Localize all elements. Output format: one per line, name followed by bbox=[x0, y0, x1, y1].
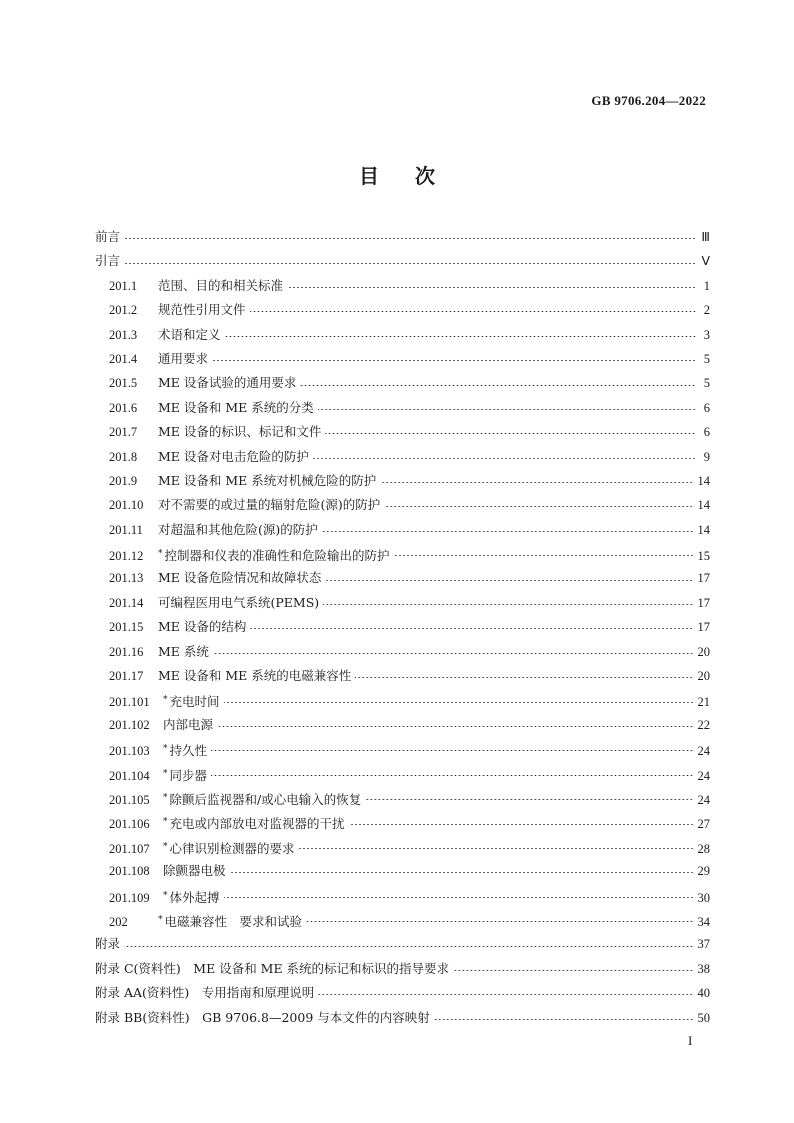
toc-entry[interactable] bbox=[95, 225, 710, 249]
toc-entry-page: 2 bbox=[703, 303, 710, 318]
dot-leader bbox=[325, 580, 693, 581]
asterisk-mark: * bbox=[158, 914, 163, 925]
toc-entry-number: 201.1 bbox=[109, 278, 138, 293]
toc-entry[interactable] bbox=[95, 762, 710, 786]
toc-entry[interactable] bbox=[95, 274, 710, 298]
toc-entry-label bbox=[163, 762, 207, 788]
toc-entry-number: 202 bbox=[109, 914, 128, 929]
toc-entry-number: 201.108 bbox=[109, 864, 150, 879]
dot-leader bbox=[287, 287, 696, 288]
toc-entry-number: 201.9 bbox=[109, 473, 138, 488]
toc-entry-number: 201.15 bbox=[109, 620, 144, 635]
toc-entry-text: ME 设备和 ME 系统对机械危险的防护 bbox=[158, 472, 377, 488]
toc-entry[interactable] bbox=[95, 908, 710, 932]
toc-entry-page: 6 bbox=[703, 400, 710, 415]
toc-entry-number: 201.107 bbox=[109, 841, 150, 856]
toc-entry-number: 201.109 bbox=[109, 890, 150, 905]
toc-entry-page: 24 bbox=[697, 744, 710, 759]
toc-entry-label bbox=[163, 688, 220, 714]
toc-entry[interactable] bbox=[95, 249, 710, 273]
toc-entry[interactable] bbox=[95, 542, 710, 566]
dot-leader bbox=[213, 653, 694, 654]
toc-entry-page: 14 bbox=[697, 473, 710, 488]
toc-entry-page: 3 bbox=[703, 327, 710, 342]
toc-entry-text: 充电或内部放电对监视器的干扰 bbox=[169, 816, 345, 832]
dot-leader bbox=[124, 946, 693, 947]
toc-entry[interactable] bbox=[95, 396, 710, 420]
toc-entry-label bbox=[158, 640, 209, 664]
page-title bbox=[0, 160, 794, 189]
toc-entry-text: 控制器和仪表的准确性和危险输出的防护 bbox=[164, 548, 390, 564]
toc-entry-label bbox=[158, 469, 376, 493]
toc-entry-page: 21 bbox=[697, 695, 710, 710]
toc-entry-page: 38 bbox=[697, 961, 710, 976]
toc-entry[interactable] bbox=[95, 493, 710, 517]
toc-entry-text: ME 设备危险情况和故障状态 bbox=[158, 570, 322, 586]
toc-entry-number: 201.103 bbox=[109, 744, 150, 759]
toc-entry-text: ME 设备试验的通用要求 bbox=[158, 375, 297, 391]
toc-entry-page: 40 bbox=[697, 986, 710, 1001]
asterisk-mark: * bbox=[163, 817, 168, 828]
dot-leader bbox=[124, 263, 696, 264]
dot-leader bbox=[299, 848, 694, 849]
toc-entry[interactable] bbox=[95, 615, 710, 639]
standard-code: GB 9706.204—2022 bbox=[591, 93, 706, 108]
toc-entry-page: 14 bbox=[697, 522, 710, 537]
toc-entry-page: 20 bbox=[697, 669, 710, 684]
toc-entry-label bbox=[95, 932, 120, 956]
toc-entry-text: 通用要求 bbox=[158, 350, 209, 366]
asterisk-mark: * bbox=[163, 768, 168, 779]
toc-entry-number: 201.11 bbox=[109, 522, 143, 537]
dot-leader bbox=[318, 409, 696, 410]
toc-entry-page: 9 bbox=[703, 449, 710, 464]
asterisk-mark: * bbox=[163, 792, 168, 803]
toc-entry[interactable] bbox=[95, 566, 710, 590]
toc-entry-number: 201.4 bbox=[109, 351, 138, 366]
toc-entry-number: 201.3 bbox=[109, 327, 138, 342]
toc-entry-page: 27 bbox=[697, 817, 710, 832]
toc-entry-label bbox=[158, 542, 390, 568]
toc-entry[interactable] bbox=[95, 640, 710, 664]
toc-entry-page: 5 bbox=[703, 351, 710, 366]
dot-leader bbox=[349, 824, 694, 825]
toc-entry-page: 17 bbox=[697, 620, 710, 635]
toc-entry-label bbox=[158, 664, 351, 688]
toc-entry-text: 除颤器电极 bbox=[163, 863, 226, 879]
toc-entry-label bbox=[163, 884, 220, 910]
toc-entry-number: 201.8 bbox=[109, 449, 138, 464]
dot-leader bbox=[230, 872, 694, 873]
dot-leader bbox=[322, 531, 694, 532]
toc-entry-number: 201.2 bbox=[109, 303, 138, 318]
toc-entry-text: 附录 AA(资料性) 专用指南和原理说明 bbox=[95, 985, 315, 1001]
dot-leader bbox=[380, 482, 693, 483]
toc-entry[interactable] bbox=[95, 420, 710, 444]
toc-entry-page: 1 bbox=[703, 278, 710, 293]
toc-entry-number: 201.106 bbox=[109, 817, 150, 832]
toc-entry-number: 201.101 bbox=[109, 695, 150, 710]
dot-leader bbox=[225, 336, 696, 337]
toc-entry-page: 5 bbox=[703, 376, 710, 391]
dot-leader bbox=[224, 702, 694, 703]
toc-entry-text: 引言 bbox=[95, 253, 121, 269]
toc-entry-label bbox=[158, 347, 208, 371]
toc-entry-text: ME 设备对电击危险的防护 bbox=[158, 448, 309, 464]
toc-entry[interactable] bbox=[95, 347, 710, 371]
toc-entry-text: 可编程医用电气系统(PEMS) bbox=[158, 594, 320, 610]
dot-leader bbox=[453, 970, 693, 971]
toc-entry-text: 同步器 bbox=[169, 767, 208, 783]
toc-entry-label bbox=[158, 566, 321, 590]
toc-entry-text: 电磁兼容性 要求和试验 bbox=[164, 913, 303, 929]
toc-entry-page: 15 bbox=[697, 549, 710, 564]
toc-entry[interactable] bbox=[95, 884, 710, 908]
toc-entry-text: 术语和定义 bbox=[158, 326, 221, 342]
toc-entry-number: 201.5 bbox=[109, 376, 138, 391]
toc-entry-label bbox=[163, 737, 207, 763]
toc-entry-label bbox=[163, 835, 295, 861]
toc-entry-number: 201.16 bbox=[109, 644, 144, 659]
toc-entry-number: 201.12 bbox=[109, 549, 144, 564]
dot-leader bbox=[212, 360, 696, 361]
toc-entry-text: ME 设备的结构 bbox=[158, 619, 247, 635]
toc-entry-label bbox=[95, 981, 314, 1005]
toc-entry-label bbox=[158, 298, 246, 322]
toc-entry-text: ME 设备和 ME 系统的电磁兼容性 bbox=[158, 668, 352, 684]
toc-entry[interactable] bbox=[95, 981, 710, 1005]
dot-leader bbox=[323, 604, 693, 605]
dot-leader bbox=[211, 775, 693, 776]
toc-entry-text: ME 系统 bbox=[158, 643, 209, 659]
toc-entry-text: 规范性引用文件 bbox=[158, 302, 246, 318]
toc-entry-number: 201.6 bbox=[109, 400, 138, 415]
dot-leader bbox=[365, 799, 693, 800]
toc-entry[interactable] bbox=[95, 713, 710, 737]
dot-leader bbox=[325, 433, 696, 434]
toc-entry-page: 34 bbox=[697, 914, 710, 929]
toc-entry[interactable] bbox=[95, 664, 710, 688]
toc-entry-page: 20 bbox=[697, 644, 710, 659]
toc-entry-page: 14 bbox=[697, 498, 710, 513]
toc-entry-text: 心律识别检测器的要求 bbox=[169, 840, 295, 856]
toc-entry-text: 持久性 bbox=[169, 743, 208, 759]
table-of-contents bbox=[95, 225, 710, 1030]
toc-entry-page: 29 bbox=[697, 864, 710, 879]
dot-leader bbox=[394, 555, 694, 556]
toc-entry-text: 充电时间 bbox=[169, 694, 220, 710]
toc-entry[interactable] bbox=[95, 371, 710, 395]
toc-entry-label bbox=[158, 493, 380, 517]
toc-entry-label bbox=[163, 786, 361, 812]
page-number: I bbox=[688, 1033, 693, 1048]
toc-entry[interactable] bbox=[95, 1006, 710, 1030]
toc-entry-page: 22 bbox=[697, 717, 710, 732]
dot-leader bbox=[318, 994, 693, 995]
toc-entry-text: 体外起搏 bbox=[169, 889, 220, 905]
toc-entry[interactable] bbox=[95, 810, 710, 834]
asterisk-mark: * bbox=[163, 695, 168, 706]
toc-entry-label bbox=[158, 396, 314, 420]
asterisk-mark: * bbox=[158, 549, 163, 560]
toc-entry-label bbox=[158, 908, 302, 934]
toc-entry[interactable] bbox=[95, 688, 710, 712]
toc-entry-label bbox=[163, 859, 226, 883]
toc-entry-number: 201.17 bbox=[109, 669, 144, 684]
asterisk-mark: * bbox=[163, 841, 168, 852]
toc-entry-number: 201.105 bbox=[109, 792, 150, 807]
toc-entry-label bbox=[95, 249, 120, 273]
toc-entry-label bbox=[158, 591, 319, 615]
toc-entry-label bbox=[95, 957, 449, 981]
toc-entry-label bbox=[158, 420, 321, 444]
dot-leader bbox=[306, 921, 693, 922]
toc-entry-page: 50 bbox=[697, 1010, 710, 1025]
toc-entry[interactable] bbox=[95, 298, 710, 322]
toc-entry-page: Ⅴ bbox=[701, 254, 710, 269]
toc-entry-label bbox=[158, 445, 309, 469]
toc-entry[interactable] bbox=[95, 786, 710, 810]
dot-leader bbox=[434, 1019, 694, 1020]
toc-entry-text: 内部电源 bbox=[163, 716, 214, 732]
toc-entry-page: 37 bbox=[697, 937, 710, 952]
toc-entry[interactable] bbox=[95, 469, 710, 493]
toc-entry-text: 范围、目的和相关标准 bbox=[158, 277, 284, 293]
toc-entry-label bbox=[95, 225, 120, 249]
toc-entry[interactable] bbox=[95, 932, 710, 956]
toc-entry-page: Ⅲ bbox=[701, 230, 710, 244]
toc-entry-label bbox=[163, 810, 345, 836]
dot-leader bbox=[384, 506, 693, 507]
dot-leader bbox=[124, 238, 696, 239]
toc-entry-text: 附录 BB(资料性) GB 9706.8—2009 与本文件的内容映射 bbox=[95, 1009, 430, 1025]
dot-leader bbox=[211, 750, 693, 751]
toc-entry-text: 除颤后监视器和/或心电输入的恢复 bbox=[169, 791, 362, 807]
toc-entry-page: 24 bbox=[697, 768, 710, 783]
dot-leader bbox=[250, 311, 696, 312]
dot-leader bbox=[250, 628, 693, 629]
toc-entry-label bbox=[158, 518, 318, 542]
dot-leader bbox=[300, 385, 696, 386]
toc-entry-page: 28 bbox=[697, 841, 710, 856]
toc-entry[interactable] bbox=[95, 445, 710, 469]
toc-entry-text: 附录 bbox=[95, 936, 121, 952]
dot-leader bbox=[313, 458, 696, 459]
toc-entry-text: 前言 bbox=[95, 229, 121, 244]
asterisk-mark: * bbox=[163, 890, 168, 901]
toc-entry-page: 30 bbox=[697, 890, 710, 905]
title-char-2: 次 bbox=[415, 164, 435, 188]
toc-entry-label bbox=[158, 371, 296, 395]
toc-entry-page: 24 bbox=[697, 792, 710, 807]
toc-entry-text: 对超温和其他危险(源)的防护 bbox=[158, 521, 318, 537]
toc-entry-page: 17 bbox=[697, 595, 710, 610]
toc-entry[interactable] bbox=[95, 835, 710, 859]
toc-entry-label bbox=[158, 274, 283, 298]
toc-entry-page: 17 bbox=[697, 571, 710, 586]
toc-entry-number: 201.14 bbox=[109, 595, 144, 610]
dot-leader bbox=[217, 726, 693, 727]
toc-entry[interactable] bbox=[95, 859, 710, 883]
toc-entry-text: 对不需要的或过量的辐射危险(源)的防护 bbox=[158, 497, 381, 513]
toc-entry[interactable] bbox=[95, 591, 710, 615]
title-char-1: 目 bbox=[359, 164, 379, 188]
toc-entry[interactable] bbox=[95, 957, 710, 981]
toc-entry-label bbox=[158, 615, 246, 639]
toc-entry[interactable] bbox=[95, 323, 710, 347]
asterisk-mark: * bbox=[163, 744, 168, 755]
toc-entry-label bbox=[95, 1006, 430, 1030]
toc-entry-text: ME 设备的标识、标记和文件 bbox=[158, 424, 322, 440]
toc-entry-number: 201.10 bbox=[109, 498, 144, 513]
toc-entry-label bbox=[163, 713, 213, 737]
toc-entry-number: 201.104 bbox=[109, 768, 150, 783]
toc-entry-number: 201.13 bbox=[109, 571, 144, 586]
toc-entry[interactable] bbox=[95, 737, 710, 761]
toc-entry-text: ME 设备和 ME 系统的分类 bbox=[158, 399, 314, 415]
toc-entry-text: 附录 C(资料性) ME 设备和 ME 系统的标记和标识的指导要求 bbox=[95, 960, 450, 976]
toc-entry-page: 6 bbox=[703, 425, 710, 440]
toc-entry-number: 201.102 bbox=[109, 717, 150, 732]
dot-leader bbox=[355, 677, 693, 678]
toc-entry-label bbox=[158, 323, 221, 347]
toc-entry-number: 201.7 bbox=[109, 425, 138, 440]
dot-leader bbox=[224, 897, 694, 898]
toc-entry[interactable] bbox=[95, 518, 710, 542]
